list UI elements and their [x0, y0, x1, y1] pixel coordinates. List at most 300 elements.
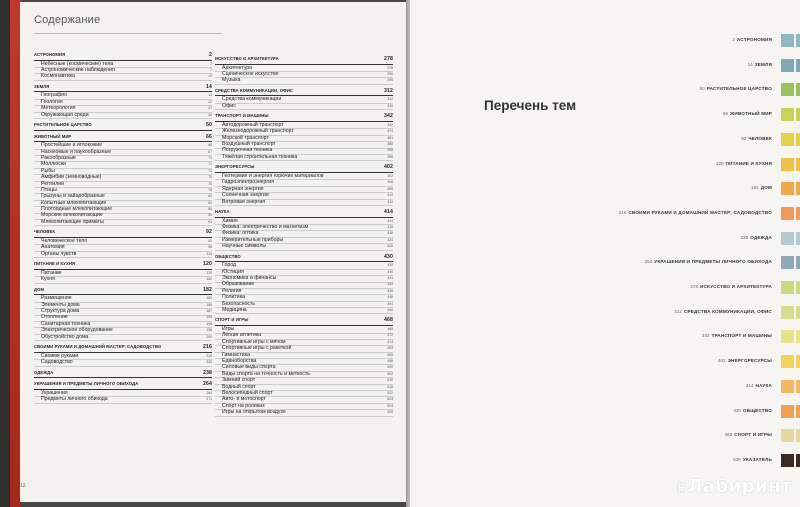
section-heading: [215, 209, 393, 218]
topic-tab[interactable]: [440, 182, 800, 196]
entry-title: Кухня: [41, 276, 55, 283]
entry-title: Астрономические наблюдения: [41, 66, 115, 73]
contents-entry: [215, 410, 393, 416]
section-page-number: 278: [384, 56, 393, 62]
section-page-number: 264: [203, 381, 212, 388]
topic-tab[interactable]: [440, 34, 800, 48]
contents-entry: [215, 308, 393, 314]
topic-page-number: 14: [747, 61, 753, 67]
section-page-number: 468: [384, 317, 393, 324]
entry-page-number: 271: [206, 397, 212, 402]
entry-title: Политика: [222, 294, 245, 301]
entry-title: Медицина: [222, 306, 247, 313]
entry-page-number: 510: [387, 378, 393, 383]
entry-title: Рептилии: [41, 180, 65, 187]
entry-page-number: 412: [387, 199, 393, 204]
topic-name: ЧЕЛОВЕК: [748, 135, 772, 141]
entry-page-number: 46: [208, 112, 212, 117]
section-page-number: 238: [203, 369, 212, 376]
entry-page-number: 120: [206, 270, 212, 275]
topic-name: ЗЕМЛЯ: [754, 61, 772, 67]
contents-entry: [215, 104, 393, 110]
entry-title: Музыка: [222, 77, 241, 84]
section-heading: [34, 287, 212, 296]
contents-section: [34, 122, 212, 131]
topic-name: СРЕДСТВА КОММУНИКАЦИИ, ОФИС: [683, 308, 772, 314]
contents-entry: [215, 155, 393, 161]
entry-title: Санитарная техника: [41, 320, 91, 327]
topic-page-number: 92: [741, 135, 747, 141]
topic-page-number: 66: [722, 111, 728, 117]
entry-page-number: 441: [387, 276, 393, 280]
entry-page-number: 2: [210, 61, 212, 66]
labirint-logo-icon: ⩩: [677, 480, 686, 496]
topic-name: ЭНЕРГОРЕСУРСЫ: [727, 358, 772, 364]
topic-tab[interactable]: [440, 232, 800, 246]
entry-page-number: 523: [387, 397, 393, 402]
topic-tab[interactable]: [440, 380, 800, 394]
entry-title: Метеорология: [41, 105, 76, 112]
topic-tab[interactable]: [440, 454, 800, 468]
contents-entry: [34, 74, 212, 80]
topic-color-swatch: [781, 83, 794, 96]
entry-page-number: 114: [206, 251, 212, 256]
section-title: ПИТАНИЕ И КУХНЯ: [34, 261, 76, 267]
topic-edge-marker: [796, 133, 800, 146]
entry-title: Амфибии (земноводные): [41, 174, 102, 181]
topic-edge-marker: [796, 454, 800, 467]
entry-title: Птицы: [41, 186, 57, 193]
topic-edge-marker: [796, 355, 800, 368]
topic-label: [702, 333, 772, 338]
contents-section: [34, 134, 212, 227]
topic-tab[interactable]: [440, 405, 800, 419]
entry-title: Тяжёлая строительная техника: [222, 153, 298, 160]
section-heading: [215, 254, 393, 263]
entry-page-number: 216: [206, 353, 212, 358]
topic-label: [748, 62, 772, 67]
topic-page-number: 312: [674, 308, 682, 314]
entry-title: Игры: [222, 326, 235, 333]
entry-title: Образование: [222, 281, 255, 288]
topic-tab[interactable]: [440, 429, 800, 443]
entry-title: Средства коммуникации: [222, 96, 282, 103]
section-title: АСТРОНОМИЯ: [34, 52, 66, 57]
entry-title: Гидроэлектроэнергия: [222, 179, 275, 186]
section-heading: [215, 113, 393, 122]
section-title: ЧЕЛОВЕК: [34, 229, 56, 235]
section-page-number: 50: [206, 122, 212, 129]
entry-title: Виды спорта на точность и меткость: [222, 370, 310, 377]
entry-title: Город: [222, 262, 237, 269]
section-heading: [34, 344, 212, 353]
entry-title: Предметы личного обихода: [41, 396, 108, 403]
section-page-number: 66: [206, 133, 212, 140]
topic-tab[interactable]: [440, 133, 800, 147]
section-heading: [34, 52, 212, 61]
entry-title: Моллюски: [41, 161, 66, 168]
entry-page-number: 200: [206, 334, 212, 339]
topic-page-number: 278: [690, 284, 699, 289]
entry-page-number: 468: [387, 327, 393, 332]
section-heading: [34, 229, 212, 238]
entry-title: Научные символы: [222, 243, 267, 250]
topic-page-number: 2: [732, 37, 735, 42]
contents-title: Содержание: [34, 14, 101, 26]
section-title: СРЕДСТВА КОММУНИКАЦИИ, ОФИС: [215, 87, 294, 93]
contents-section: [215, 164, 393, 206]
entry-title: Морские млекопитающие: [41, 212, 103, 219]
entry-page-number: 71: [208, 155, 212, 160]
topic-tab[interactable]: [440, 355, 800, 369]
entry-page-number: 472: [387, 333, 393, 338]
entry-title: Насекомые и паукообразные: [41, 148, 112, 155]
section-title: ЖИВОТНЫЙ МИР: [34, 133, 72, 139]
section-page-number: 312: [384, 87, 393, 94]
entry-page-number: 408: [387, 186, 393, 191]
entry-page-number: 502: [387, 371, 393, 376]
topic-tab[interactable]: [440, 83, 800, 97]
entry-page-number: 500: [387, 365, 393, 370]
contents-entry: [215, 200, 393, 206]
entry-title: Окружающая среда: [41, 111, 89, 118]
topics-page: [410, 0, 800, 507]
entry-title: Плотоядные млекопитающие: [41, 206, 113, 213]
entry-page-number: 448: [387, 295, 393, 300]
topic-tab[interactable]: [440, 108, 800, 122]
entry-title: Водный спорт: [222, 383, 256, 390]
entry-page-number: 90: [208, 213, 212, 218]
section-title: ДОМ: [34, 286, 45, 292]
entry-title: Копытные млекопитающие: [41, 199, 107, 206]
section-heading: [215, 164, 393, 173]
entry-page-number: 496: [387, 352, 393, 357]
contents-section: [34, 84, 212, 119]
topic-name: СПОРТ И ИГРЫ: [734, 432, 772, 438]
labirint-watermark: [677, 476, 792, 497]
entry-page-number: 406: [387, 180, 393, 185]
entry-page-number: 82: [208, 194, 212, 199]
entry-page-number: 162: [206, 277, 212, 282]
entry-title: Безопасность: [222, 300, 256, 307]
section-heading: [34, 370, 212, 379]
topic-color-swatch: [781, 108, 794, 121]
topic-tab[interactable]: [440, 281, 800, 295]
topic-color-swatch: [781, 34, 794, 47]
topic-color-swatch: [781, 281, 794, 294]
section-title: ИСКУССТВО И АРХИТЕКТУРА: [215, 56, 279, 61]
section-page-number: 216: [203, 344, 212, 351]
contents-section: [34, 370, 212, 379]
topic-name: УКАЗАТЕЛЬ: [742, 456, 772, 462]
contents-entry: [34, 335, 212, 341]
entry-title: Ветровая энергия: [222, 198, 266, 205]
topic-tab[interactable]: [440, 330, 800, 344]
contents-entry: [34, 252, 212, 258]
entry-page-number: 75: [208, 175, 212, 180]
entry-page-number: 388: [387, 142, 393, 147]
topic-page-number: 402: [717, 358, 726, 364]
topic-label: [733, 408, 772, 413]
entry-title: Физика: оптика: [222, 230, 259, 237]
contents-entry: [34, 220, 212, 226]
topic-edge-marker: [796, 330, 800, 343]
entry-page-number: 196: [206, 321, 212, 326]
section-page-number: 182: [203, 286, 212, 293]
entry-page-number: 290: [387, 71, 393, 76]
contents-entry: [215, 244, 393, 250]
entry-title: Зимний спорт: [222, 377, 256, 384]
entry-title: Лёгкая атлетика: [222, 332, 262, 339]
contents-section: [34, 52, 212, 81]
section-heading: [34, 134, 212, 143]
topic-name: СВОИМИ РУКАМИ И ДОМАШНИЙ МАСТЕР; САДОВОДСТВО: [628, 209, 772, 215]
topic-edge-marker: [796, 380, 800, 393]
entry-title: Структура дома: [41, 308, 80, 315]
entry-page-number: 84: [208, 200, 212, 205]
entry-page-number: 430: [387, 263, 393, 268]
topic-edge-marker: [796, 182, 800, 195]
section-title: СВОИМИ РУКАМИ И ДОМАШНИЙ МАСТЕР; САДОВОДСТВО: [34, 344, 162, 350]
topic-tab[interactable]: [440, 59, 800, 73]
entry-page-number: 37: [208, 106, 212, 111]
entry-page-number: 526: [387, 410, 393, 415]
topic-name: ИСКУССТВО И АРХИТЕКТУРА: [700, 284, 772, 289]
section-page-number: 414: [384, 209, 393, 215]
topic-color-swatch: [781, 405, 794, 418]
topic-color-swatch: [781, 207, 794, 220]
topic-page-number: 238: [740, 234, 749, 240]
topic-label: [716, 161, 772, 166]
topic-page-number: 538: [733, 456, 741, 462]
entry-title: Геология: [41, 98, 63, 105]
entry-title: Автодорожный транспорт: [222, 121, 284, 128]
entry-page-number: 460: [387, 307, 393, 312]
topic-name: ДОМ: [760, 185, 772, 191]
topic-label: [741, 235, 772, 240]
entry-page-number: 440: [387, 269, 393, 274]
entry-title: Архитектура: [222, 64, 253, 71]
topic-label: [645, 259, 772, 264]
entry-title: Спортивные игры с мячом: [222, 338, 286, 345]
entry-page-number: 402: [387, 173, 393, 178]
entry-title: Простейшие и иглокожие: [41, 142, 102, 149]
topic-edge-marker: [796, 429, 800, 442]
topic-color-swatch: [781, 158, 794, 171]
entry-title: Гимнастика: [222, 351, 250, 358]
entry-page-number: 194: [206, 315, 212, 320]
topic-name: УКРАШЕНИЯ И ПРЕДМЕТЫ ЛИЧНОГО ОБИХОДА: [654, 259, 772, 265]
entry-page-number: 454: [387, 301, 393, 306]
entry-page-number: 395: [387, 148, 393, 153]
entry-page-number: 424: [387, 237, 393, 242]
topic-name: ЖИВОТНЫЙ МИР: [729, 111, 772, 117]
contents-section: [34, 381, 212, 403]
entry-page-number: 14: [208, 93, 212, 98]
entry-title: Юстиция: [222, 268, 244, 275]
topic-tab[interactable]: [440, 158, 800, 172]
entry-title: Авто- и мотоспорт: [222, 396, 266, 403]
entry-page-number: 381: [387, 135, 393, 140]
entry-title: Погрузочная техника: [222, 147, 273, 154]
entry-page-number: 78: [208, 187, 212, 192]
topic-edge-marker: [796, 59, 800, 72]
entry-title: Ядерная энергия: [222, 185, 264, 192]
topic-edge-marker: [796, 256, 800, 269]
entry-title: Украшения: [41, 389, 68, 396]
entry-page-number: 474: [387, 339, 393, 344]
contents-column-b: [215, 53, 393, 417]
entry-title: Сценическое искусство: [222, 70, 279, 77]
topic-color-swatch: [781, 355, 794, 368]
contents-section: [215, 88, 393, 110]
section-heading: [34, 122, 212, 131]
section-heading: [34, 261, 212, 270]
topic-label: [700, 86, 772, 91]
topic-tab[interactable]: [440, 207, 800, 221]
entry-page-number: 278: [387, 65, 393, 70]
entry-title: Физика: электричество и магнетизм: [222, 223, 309, 230]
topic-color-swatch: [781, 380, 794, 393]
topic-edge-marker: [796, 34, 800, 47]
entry-page-number: 498: [387, 358, 393, 363]
topic-color-swatch: [781, 330, 794, 343]
topic-page-number: 264: [644, 259, 653, 265]
entry-title: Ракообразные: [41, 154, 76, 161]
topic-tab[interactable]: [440, 256, 800, 270]
section-title: ТРАНСПОРТ И МАШИНЫ: [215, 113, 269, 119]
section-title: ЭНЕРГОРЕСУРСЫ: [215, 164, 255, 170]
section-heading: [215, 56, 393, 65]
entry-page-number: 312: [387, 97, 393, 102]
entry-title: Обустройство дома: [41, 333, 89, 340]
entry-page-number: 522: [387, 390, 393, 395]
entry-page-number: 66: [208, 143, 212, 148]
entry-title: Млекопитающие приматы: [41, 218, 104, 225]
topic-label: [619, 210, 772, 215]
entry-page-number: 187: [206, 309, 212, 314]
topic-edge-marker: [796, 108, 800, 121]
entry-page-number: 7: [210, 67, 212, 72]
topic-tab[interactable]: [440, 306, 800, 320]
topic-page-number: 414: [745, 382, 754, 388]
contents-section: [215, 113, 393, 161]
topic-color-swatch: [781, 182, 794, 195]
entry-page-number: 10: [208, 74, 212, 79]
entry-page-number: 414: [387, 218, 393, 223]
topic-name: АСТРОНОМИЯ: [736, 37, 772, 42]
topic-edge-marker: [796, 281, 800, 294]
topic-label: [690, 284, 772, 289]
entry-page-number: 92: [208, 238, 212, 243]
topic-color-swatch: [781, 306, 794, 319]
entry-title: Офис: [222, 102, 236, 109]
section-title: УКРАШЕНИЯ И ПРЕДМЕТЫ ЛИЧНОГО ОБИХОДА: [34, 381, 139, 387]
entry-title: Измерительные приборы: [222, 236, 284, 243]
section-page-number: 92: [206, 229, 212, 236]
entry-page-number: 374: [387, 129, 393, 134]
topic-page-number: 342: [701, 333, 710, 339]
section-title: ОДЕЖДА: [34, 369, 54, 375]
topic-label: [725, 432, 772, 437]
entry-title: Грызуны и зайцеобразные: [41, 193, 105, 200]
entry-page-number: 410: [387, 193, 393, 198]
topic-color-swatch: [781, 59, 794, 72]
section-page-number: 14: [206, 83, 212, 90]
entry-title: Небесные (космические) тела: [41, 60, 114, 67]
topic-page-number: 50: [699, 86, 705, 92]
contents-section: [215, 317, 393, 416]
topic-name: ПИТАНИЕ И КУХНЯ: [725, 160, 772, 166]
section-heading: [34, 84, 212, 93]
entry-title: Солнечная энергия: [222, 192, 269, 199]
section-heading: [215, 88, 393, 97]
entry-title: Своими руками: [41, 352, 79, 359]
entry-page-number: 516: [387, 384, 393, 389]
contents-entry: [34, 113, 212, 119]
contents-entry: [34, 277, 212, 283]
entry-page-number: 67: [208, 149, 212, 154]
entry-page-number: 198: [206, 328, 212, 333]
entry-title: Отопление: [41, 314, 68, 321]
entry-page-number: 91: [208, 219, 212, 224]
section-title: СПОРТ И ИГРЫ: [215, 317, 249, 323]
entry-title: География: [41, 92, 67, 99]
entry-page-number: 76: [208, 181, 212, 186]
contents-page: [20, 2, 406, 502]
contents-entry: [215, 78, 393, 84]
entry-title: Единоборства: [222, 357, 257, 364]
topic-label: [741, 136, 772, 141]
entry-page-number: 72: [208, 162, 212, 167]
contents-section: [34, 229, 212, 258]
topic-label: [723, 111, 772, 116]
entry-page-number: 330: [387, 103, 393, 108]
entry-title: Органы чувств: [41, 250, 77, 257]
page-number: 12: [20, 483, 26, 489]
entry-title: Рыбы: [41, 167, 55, 174]
topic-page-number: 182: [751, 185, 759, 191]
topic-label: [718, 358, 772, 363]
entry-page-number: 185: [206, 302, 212, 307]
topic-edge-marker: [796, 158, 800, 171]
topic-page-number: 216: [618, 209, 627, 215]
topic-name: РАСТИТЕЛЬНОЕ ЦАРСТВО: [706, 86, 772, 92]
topic-name: ОДЕЖДА: [750, 234, 772, 240]
entry-title: Силовые виды спорта: [222, 364, 276, 371]
section-heading: [215, 317, 393, 326]
entry-title: Космонавтика: [41, 73, 75, 80]
topic-color-swatch: [781, 232, 794, 245]
section-page-number: 430: [384, 253, 393, 260]
section-page-number: 402: [384, 164, 393, 171]
entry-page-number: 418: [387, 231, 393, 236]
entry-title: Человеческое тело: [41, 237, 88, 244]
contents-section: [215, 254, 393, 315]
topic-label: [733, 457, 772, 462]
topic-edge-marker: [796, 232, 800, 245]
topic-color-swatch: [781, 454, 794, 467]
entry-title: Морской транспорт: [222, 134, 269, 141]
topic-color-swatch: [781, 133, 794, 146]
entry-title: Игры на открытом воздухе: [222, 409, 286, 416]
entry-title: Садоводство: [41, 359, 73, 366]
entry-title: Питание: [41, 269, 62, 276]
entry-page-number: 398: [387, 154, 393, 159]
section-page-number: 2: [209, 52, 212, 58]
topic-page-number: 120: [715, 160, 724, 166]
topics-title: Перечень тем: [484, 98, 577, 113]
